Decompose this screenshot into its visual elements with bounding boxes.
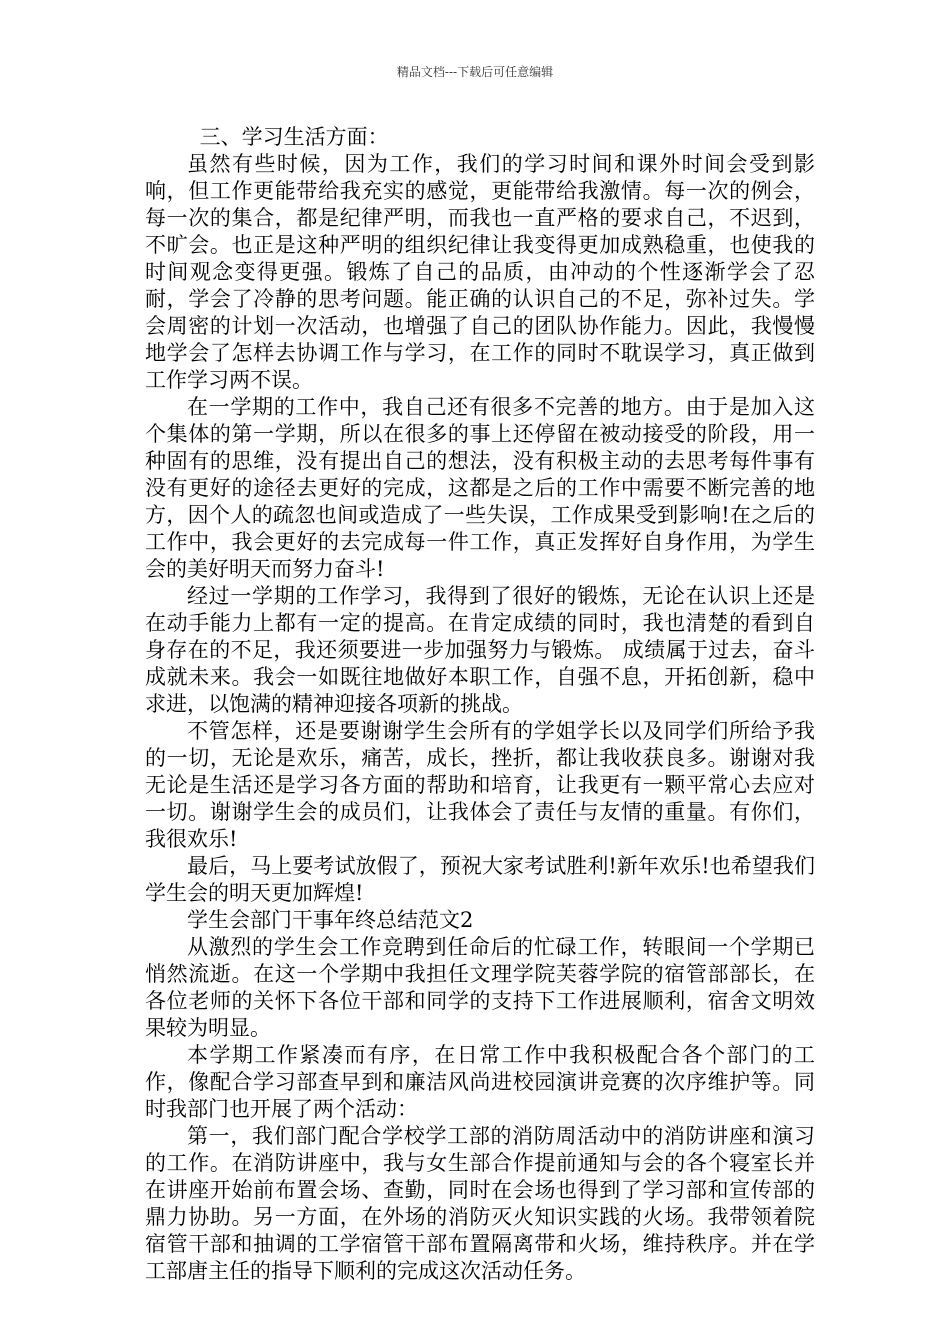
paragraph: 最后，马上要考试放假了，预祝大家考试胜利!新年欢乐!也希望我们学生会的明天更加辉煌! [145, 854, 815, 905]
paragraph: 在一学期的工作中，我自己还有很多不完善的地方。由于是加入这个集体的第一学期，所以在很多的事上还停留在被动接受的阶段，用一种固有的思维，没有提出自己的想法，没有积极主动的去思考每件事有没有更好的途径去更好的完成，这都是之后的工作中需要不断完善的地方，因个人的疏忽也间或造成了一些失误，工作成果受到影响!在之后的工作中，我会更好的去完成每一件工作，真正发挥好自身作用，为学生会的美好明天而努力奋斗! [145, 395, 815, 581]
paragraph: 不管怎样，还是要谢谢学生会所有的学姐学长以及同学们所给予我的一切，无论是欢乐，痛苦，成长，挫折，都让我收获良多。谢谢对我无论是生活还是学习各方面的帮助和培育，让我更有一颗平常心去应对一切。谢谢学生会的成员们，让我体会了责任与友情的重量。有你们，我很欢乐! [145, 719, 815, 851]
paragraph: 从激烈的学生会工作竞聘到任命后的忙碌工作，转眼间一个学期已悄然流逝。在这一个学期中我担任文理学院芙蓉学院的宿管部部长，在各位老师的关怀下各位干部和同学的支持下工作进展顺利，宿舍文明效果较为明显。 [145, 935, 815, 1040]
paragraph: 本学期工作紧凑而有序，在日常工作中我积极配合各个部门的工作，像配合学习部查早到和廉洁风尚进校园演讲竞赛的次序维护等。同时我部门也开展了两个活动： [145, 1043, 815, 1121]
paragraph: 经过一学期的工作学习，我得到了很好的锻炼，无论在认识上还是在动手能力上都有一定的提高。在肯定成绩的同时，我也清楚的看到自身存在的不足，我还须要进一步加强努力与锻炼。 成绩属于过去，奋斗成就未来。我会一如既往地做好本职工作，自强不息，开拓创新，稳中求进，以饱满的精神迎接各项新的挑战。 [145, 584, 815, 716]
paragraph: 第一，我们部门配合学校学工部的消防周活动中的消防讲座和演习的工作。在消防讲座中，我与女生部合作提前通知与会的各个寝室长并在讲座开始前布置会场、查勤，同时在会场也得到了学习部和宣传部的鼎力协助。另一方面，在外场的消防灭火知识实践的火场。我带领着院宿管干部和抽调的工学宿管干部布置隔离带和火场，维持秩序。并在学工部唐主任的指导下顺利的完成这次活动任务。 [145, 1124, 815, 1283]
page-header: 精品文档---下载后可任意编辑 [396, 65, 554, 79]
section-title: 学生会部门干事年终总结范文2 [187, 908, 474, 932]
section-heading: 三、学习生活方面： [199, 125, 389, 149]
paragraph: 虽然有些时候，因为工作，我们的学习时间和课外时间会受到影响，但工作更能带给我充实的感觉，更能带给我激情。每一次的例会，每一次的集合，都是纪律严明，而我也一直严格的要求自己，不迟到，不旷会。也正是这种严明的组织纪律让我变得更加成熟稳重，也使我的时间观念变得更强。锻炼了自己的品质，由冲动的个性逐渐学会了忍耐，学会了冷静的思考问题。能正确的认识自己的不足，弥补过失。学会周密的计划一次活动，也增强了自己的团队协作能力。因此，我慢慢地学会了怎样去协调工作与学习，在工作的同时不耽误学习，真正做到工作学习两不误。 [145, 152, 815, 392]
document-body [145, 124, 815, 1285]
